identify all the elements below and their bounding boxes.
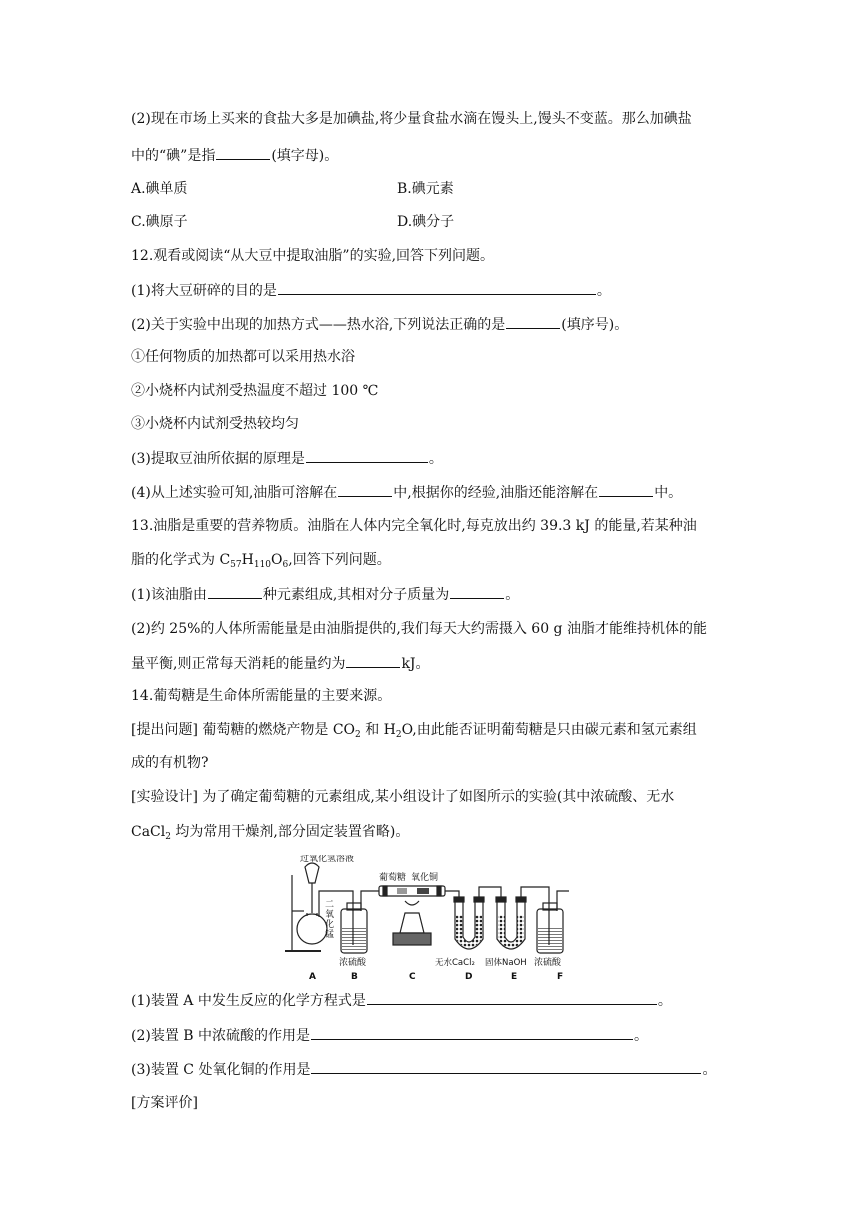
label-d-cacl2: 无水CaCl₂ (435, 958, 475, 968)
q11-part2-line2 (131, 145, 338, 166)
q12-part3-text: (3)提取豆油所依据的原理是 (131, 451, 305, 467)
label-glucose: 葡萄糖 (379, 873, 407, 883)
q12-statement-2: ②小烧杯内试剂受热温度不超过 100 ℃ (131, 383, 379, 399)
q13-formula-h-count: 110 (253, 560, 272, 570)
q14-part3-end: 。 (702, 1062, 717, 1078)
q11-answer-blank[interactable] (216, 145, 270, 160)
q11-part2-hint: (填字母)。 (271, 148, 339, 164)
q14-part1 (131, 990, 672, 1011)
q13-part1-text-a: (1)该油脂由 (131, 587, 207, 603)
q12-part1 (131, 280, 611, 301)
q14-part2-end: 。 (634, 1028, 649, 1044)
q13-formula-o-count: 6 (282, 560, 289, 570)
q13-part2-line1: (2)约 25%的人体所需能量是由油脂提供的,我们每天大约需摄入 60 g 油脂才能维持机体的能 (131, 621, 707, 637)
q13-part2-unit: kJ。 (401, 656, 430, 672)
q12-part4-text-b: 中,根据你的经验,油脂还能溶解在 (393, 485, 599, 501)
q14-part2 (131, 1025, 648, 1046)
q12-part2 (131, 314, 628, 335)
label-h2o2: 过氧化氢溶液 (300, 855, 355, 864)
letter-f: F (557, 972, 564, 982)
q14-evaluation-heading: [方案评价] (131, 1095, 198, 1111)
q13-part1-blank-1[interactable] (208, 584, 262, 599)
q14-part3 (131, 1059, 716, 1080)
q12-part4-text-a: (4)从上述实验可知,油脂可溶解在 (131, 485, 338, 501)
q13-part1 (131, 584, 519, 605)
q12-statement-1: ①任何物质的加热都可以采用热水浴 (131, 349, 355, 365)
label-cuo: 氧化铜 (411, 873, 439, 883)
q11-part2-line1: (2)现在市场上买来的食盐大多是加碘盐,将少量食盐水滴在馒头上,馒头不变蓝。那么加碘盐 (131, 111, 692, 127)
q14-problem-text: [提出问题] 葡萄糖的燃烧产物是 CO (131, 722, 356, 738)
q12-statement-3: ③小烧杯内试剂受热较均匀 (131, 416, 299, 432)
q14-part1-text: (1)装置 A 中发生反应的化学方程式是 (131, 993, 366, 1009)
q14-part2-blank[interactable] (311, 1025, 633, 1040)
label-mno2-3: 化 (325, 920, 335, 930)
q12-part4 (131, 482, 682, 503)
q11-option-c: C.碘原子 (131, 214, 188, 230)
q12-part2-text: (2)关于实验中出现的加热方式——热水浴,下列说法正确的是 (131, 317, 506, 333)
q13-stem-end: ,回答下列问题。 (288, 552, 391, 568)
q11-option-d: D.碘分子 (397, 214, 455, 230)
q12-part3-blank[interactable] (306, 448, 428, 463)
q12-part4-text-c: 中。 (654, 485, 683, 501)
q12-part1-text: (1)将大豆研碎的目的是 (131, 283, 277, 299)
q13-stem-text: 脂的化学式为 C (131, 552, 231, 568)
letter-e: E (511, 972, 518, 982)
q12-part3 (131, 448, 443, 469)
q14-cacl2-sub: 2 (165, 832, 171, 842)
q12-stem: 12.观看或阅读“从大豆中提取油脂”的实验,回答下列问题。 (131, 248, 495, 264)
q12-part1-end: 。 (596, 283, 611, 299)
q14-problem-line2: 成的有机物? (131, 755, 209, 771)
letter-d: D (465, 972, 473, 982)
q12-part2-blank[interactable] (506, 314, 560, 329)
letter-c: C (409, 972, 416, 982)
q12-part2-hint: (填序号)。 (561, 317, 629, 333)
q14-h2o-sub: 2 (395, 730, 402, 740)
label-f-acid: 浓硫酸 (534, 958, 562, 968)
q11-option-b: B.碘元素 (397, 181, 454, 197)
q13-part1-blank-2[interactable] (450, 584, 504, 599)
q14-problem-end: O,由此能否证明葡萄糖是只由碳元素和氢元素组 (401, 722, 697, 738)
q13-formula-c-count: 57 (230, 560, 242, 570)
q14-design-end: 均为常用干燥剂,部分固定装置省略)。 (170, 824, 410, 840)
q14-stem: 14.葡萄糖是生命体所需能量的主要来源。 (131, 688, 392, 704)
q13-formula-h: H (241, 552, 254, 568)
q13-part2-blank[interactable] (346, 653, 400, 668)
q14-problem-mid: 和 H (360, 722, 396, 738)
q14-part1-end: 。 (657, 993, 672, 1009)
label-b-acid: 浓硫酸 (339, 958, 367, 968)
q14-part3-text: (3)装置 C 处氧化铜的作用是 (131, 1062, 311, 1078)
letter-b: B (351, 972, 358, 982)
q11-option-a: A.碘单质 (131, 181, 188, 197)
q13-part2-text: 量平衡,则正常每天消耗的能量约为 (131, 656, 346, 672)
label-mno2-4: 锰 (325, 930, 335, 940)
q14-problem-line1 (131, 720, 697, 740)
q14-design-line2 (131, 822, 409, 842)
q11-part2-text: 中的“碘”是指 (131, 148, 216, 164)
q14-design-text: CaCl (131, 824, 166, 840)
q12-part3-end: 。 (428, 451, 443, 467)
q13-part2-line2 (131, 653, 430, 674)
q13-part1-text-b: 种元素组成,其相对分子质量为 (262, 587, 450, 603)
q14-part3-blank[interactable] (311, 1059, 701, 1074)
q13-part1-text-c: 。 (505, 587, 520, 603)
label-e-naoh: 固体NaOH (485, 958, 527, 968)
q14-part1-blank[interactable] (367, 990, 657, 1005)
q13-stem-line2 (131, 550, 391, 570)
letter-a: A (309, 972, 316, 982)
label-mno2-2: 氧 (325, 910, 335, 920)
q13-formula-o: O (271, 552, 283, 568)
label-mno2-1: 二 (325, 900, 335, 910)
q12-part1-blank[interactable] (278, 280, 596, 295)
experiment-apparatus-figure (279, 855, 584, 985)
q14-part2-text: (2)装置 B 中浓硫酸的作用是 (131, 1028, 311, 1044)
q13-stem-line1: 13.油脂是重要的营养物质。油脂在人体内完全氧化时,每克放出约 39.3 kJ 的能量,若某种油 (131, 518, 697, 534)
q14-design-line1: [实验设计] 为了确定葡萄糖的元素组成,某小组设计了如图所示的实验(其中浓硫酸、无水 (131, 789, 675, 805)
q14-co2-sub: 2 (355, 730, 361, 740)
q12-part4-blank-1[interactable] (338, 482, 392, 497)
q12-part4-blank-2[interactable] (599, 482, 653, 497)
